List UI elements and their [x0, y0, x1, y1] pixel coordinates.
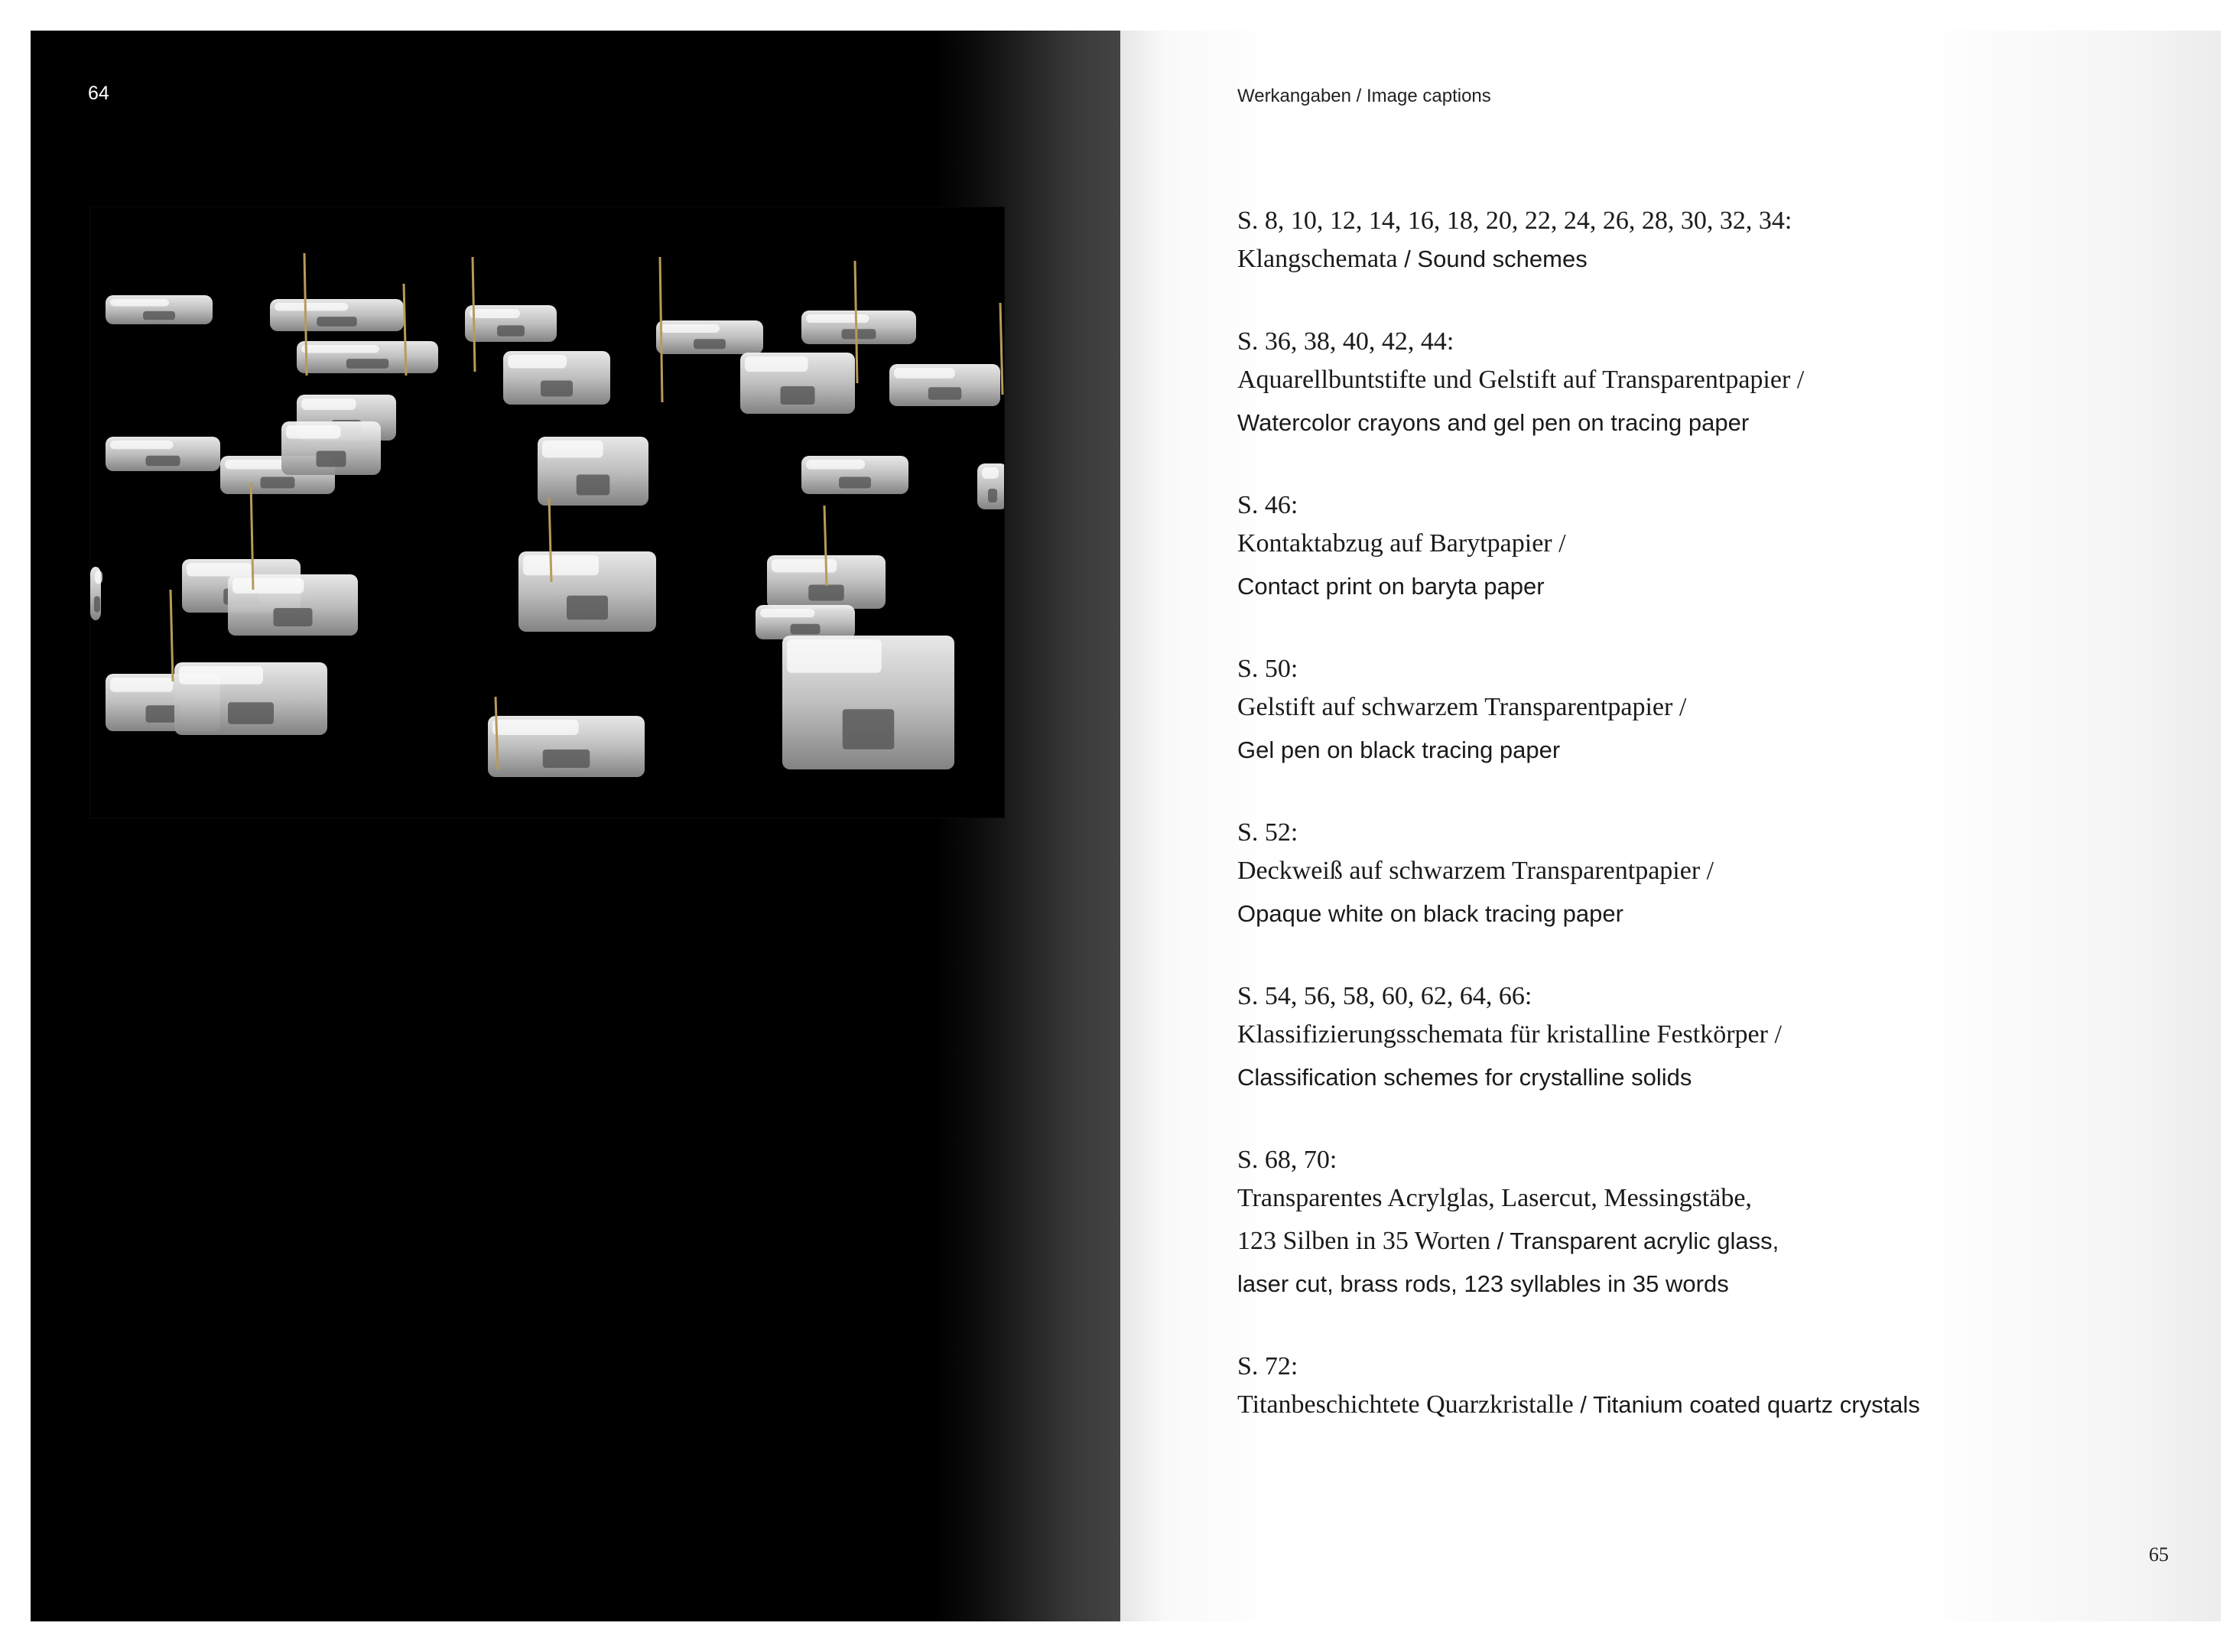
- acrylic-piece-highlight: [95, 571, 102, 584]
- page-number-right: 65: [2149, 1543, 2169, 1566]
- acrylic-piece-highlight: [787, 639, 882, 673]
- caption-entry: [1237, 1141, 2140, 1308]
- caption-text-english: Opaque white on black tracing paper: [1237, 900, 1623, 927]
- caption-entry: [1237, 1348, 2140, 1429]
- acrylic-piece-highlight: [745, 356, 808, 372]
- acrylic-piece-shadow: [791, 624, 821, 635]
- caption-text-english: / Sound schemes: [1397, 246, 1588, 272]
- caption-line: [1237, 1386, 2140, 1429]
- caption-page-reference: S. 50:: [1237, 655, 1298, 683]
- caption-entry: [1237, 814, 2140, 938]
- caption-page-reference: S. 36, 38, 40, 42, 44:: [1237, 327, 1454, 356]
- sculpture-photo: [89, 206, 1005, 818]
- acrylic-piece-highlight: [301, 398, 356, 410]
- caption-text-english: / Transparent acrylic glass,: [1490, 1228, 1779, 1254]
- acrylic-piece-highlight: [110, 299, 169, 307]
- acrylic-piece-highlight: [232, 578, 304, 593]
- acrylic-piece-shadow: [843, 709, 895, 750]
- acrylic-piece-shadow: [577, 475, 610, 496]
- acrylic-piece-highlight: [492, 720, 579, 735]
- caption-line: [1237, 895, 2140, 938]
- caption-page-reference: S. 52:: [1237, 818, 1298, 847]
- acrylic-piece-highlight: [982, 467, 999, 479]
- acrylic-piece-highlight: [523, 555, 599, 575]
- caption-line: [1237, 731, 2140, 774]
- running-head: Werkangaben / Image captions: [1237, 86, 1491, 106]
- caption-text-english: Classification schemes for crystalline solids: [1237, 1064, 1692, 1091]
- acrylic-piece-shadow: [543, 750, 590, 768]
- acrylic-piece-highlight: [275, 303, 348, 311]
- caption-line: [1237, 525, 2140, 567]
- acrylic-piece-highlight: [894, 368, 955, 379]
- acrylic-glass-sculpture-image: [90, 207, 1004, 818]
- acrylic-piece-shadow: [928, 387, 962, 400]
- caption-line: [1237, 1222, 2140, 1265]
- caption-page-reference: S. 54, 56, 58, 60, 62, 64, 66:: [1237, 982, 1532, 1010]
- left-page: [31, 31, 1120, 1621]
- caption-text-english: Watercolor crayons and gel pen on tracing paper: [1237, 409, 1750, 436]
- acrylic-piece-shadow: [541, 381, 573, 397]
- acrylic-piece-shadow: [146, 456, 180, 467]
- acrylic-piece-shadow: [839, 477, 871, 489]
- acrylic-piece-shadow: [317, 317, 357, 327]
- caption-text-german: Klassifizierungsschemata für kristalline Festkörper /: [1237, 1020, 1782, 1049]
- right-page: [1120, 31, 2221, 1621]
- caption-text-german: 123 Silben in 35 Worten: [1237, 1227, 1490, 1255]
- acrylic-piece-highlight: [225, 460, 288, 470]
- caption-text-german: Aquarellbuntstifte und Gelstift auf Transparentpapier /: [1237, 366, 1805, 394]
- caption-text-german: Titanbeschichtete Quarzkristalle: [1237, 1390, 1574, 1419]
- acrylic-piece-shadow: [567, 596, 608, 620]
- acrylic-piece-shadow: [988, 489, 997, 502]
- caption-entry: [1237, 650, 2140, 774]
- caption-text-english: Contact print on baryta paper: [1237, 573, 1545, 600]
- caption-page-reference: S. 68, 70:: [1237, 1146, 1337, 1174]
- acrylic-piece-highlight: [806, 314, 869, 323]
- acrylic-piece-shadow: [228, 702, 274, 724]
- caption-entry: [1237, 202, 2140, 283]
- acrylic-piece-highlight: [661, 324, 720, 333]
- acrylic-piece-shadow: [694, 339, 726, 349]
- acrylic-piece-shadow: [346, 359, 389, 369]
- caption-text-german: Transparentes Acrylglas, Lasercut, Messingstäbe,: [1237, 1184, 1752, 1212]
- caption-page-reference: S. 72:: [1237, 1352, 1298, 1380]
- acrylic-piece-highlight: [508, 355, 567, 369]
- caption-page-reference: S. 46:: [1237, 491, 1298, 519]
- acrylic-piece-highlight: [110, 678, 174, 692]
- caption-text-german: Kontaktabzug auf Barytpapier /: [1237, 529, 1566, 558]
- acrylic-piece-shadow: [94, 597, 100, 613]
- caption-page-reference: S. 8, 10, 12, 14, 16, 18, 20, 22, 24, 26, 28, 30, 32, 34:: [1237, 206, 1792, 235]
- acrylic-piece-shadow: [781, 386, 815, 405]
- caption-list: [1237, 202, 2140, 1468]
- acrylic-piece-shadow: [842, 329, 876, 339]
- caption-line: [1237, 1059, 2140, 1101]
- caption-entry: [1237, 977, 2140, 1101]
- acrylic-piece-highlight: [110, 441, 174, 449]
- caption-line: [1237, 361, 2140, 404]
- caption-text-german: Gelstift auf schwarzem Transparentpapier /: [1237, 693, 1687, 721]
- caption-line: [1237, 1179, 2140, 1222]
- caption-text-english: Gel pen on black tracing paper: [1237, 737, 1561, 763]
- acrylic-piece-shadow: [808, 585, 844, 601]
- caption-entry: [1237, 323, 2140, 447]
- acrylic-piece-highlight: [187, 563, 252, 577]
- acrylic-piece-highlight: [286, 425, 341, 439]
- caption-line: [1237, 567, 2140, 610]
- acrylic-piece-highlight: [179, 666, 263, 685]
- acrylic-piece-shadow: [261, 477, 295, 489]
- acrylic-piece-shadow: [143, 311, 175, 320]
- caption-line: [1237, 404, 2140, 447]
- book-spread: [31, 31, 2221, 1621]
- caption-line: [1237, 688, 2140, 731]
- caption-text-german: Klangschemata: [1237, 245, 1398, 273]
- acrylic-piece-highlight: [760, 609, 815, 617]
- acrylic-piece-highlight: [542, 441, 603, 458]
- caption-line: [1237, 852, 2140, 895]
- caption-line: [1237, 1016, 2140, 1059]
- acrylic-piece-shadow: [274, 608, 313, 626]
- acrylic-piece-highlight: [470, 309, 520, 318]
- caption-line: [1237, 240, 2140, 283]
- caption-line: [1237, 1265, 2140, 1308]
- acrylic-piece-highlight: [301, 345, 379, 353]
- caption-entry: [1237, 486, 2140, 610]
- caption-text-german: Deckweiß auf schwarzem Transparentpapier /: [1237, 857, 1714, 885]
- caption-text-english: / Titanium coated quartz crystals: [1573, 1391, 1920, 1418]
- acrylic-piece-shadow: [317, 451, 346, 467]
- page-number-left: 64: [88, 83, 109, 104]
- acrylic-piece-highlight: [806, 460, 865, 470]
- caption-text-english: laser cut, brass rods, 123 syllables in 35 words: [1237, 1270, 1729, 1297]
- acrylic-piece-shadow: [497, 325, 525, 336]
